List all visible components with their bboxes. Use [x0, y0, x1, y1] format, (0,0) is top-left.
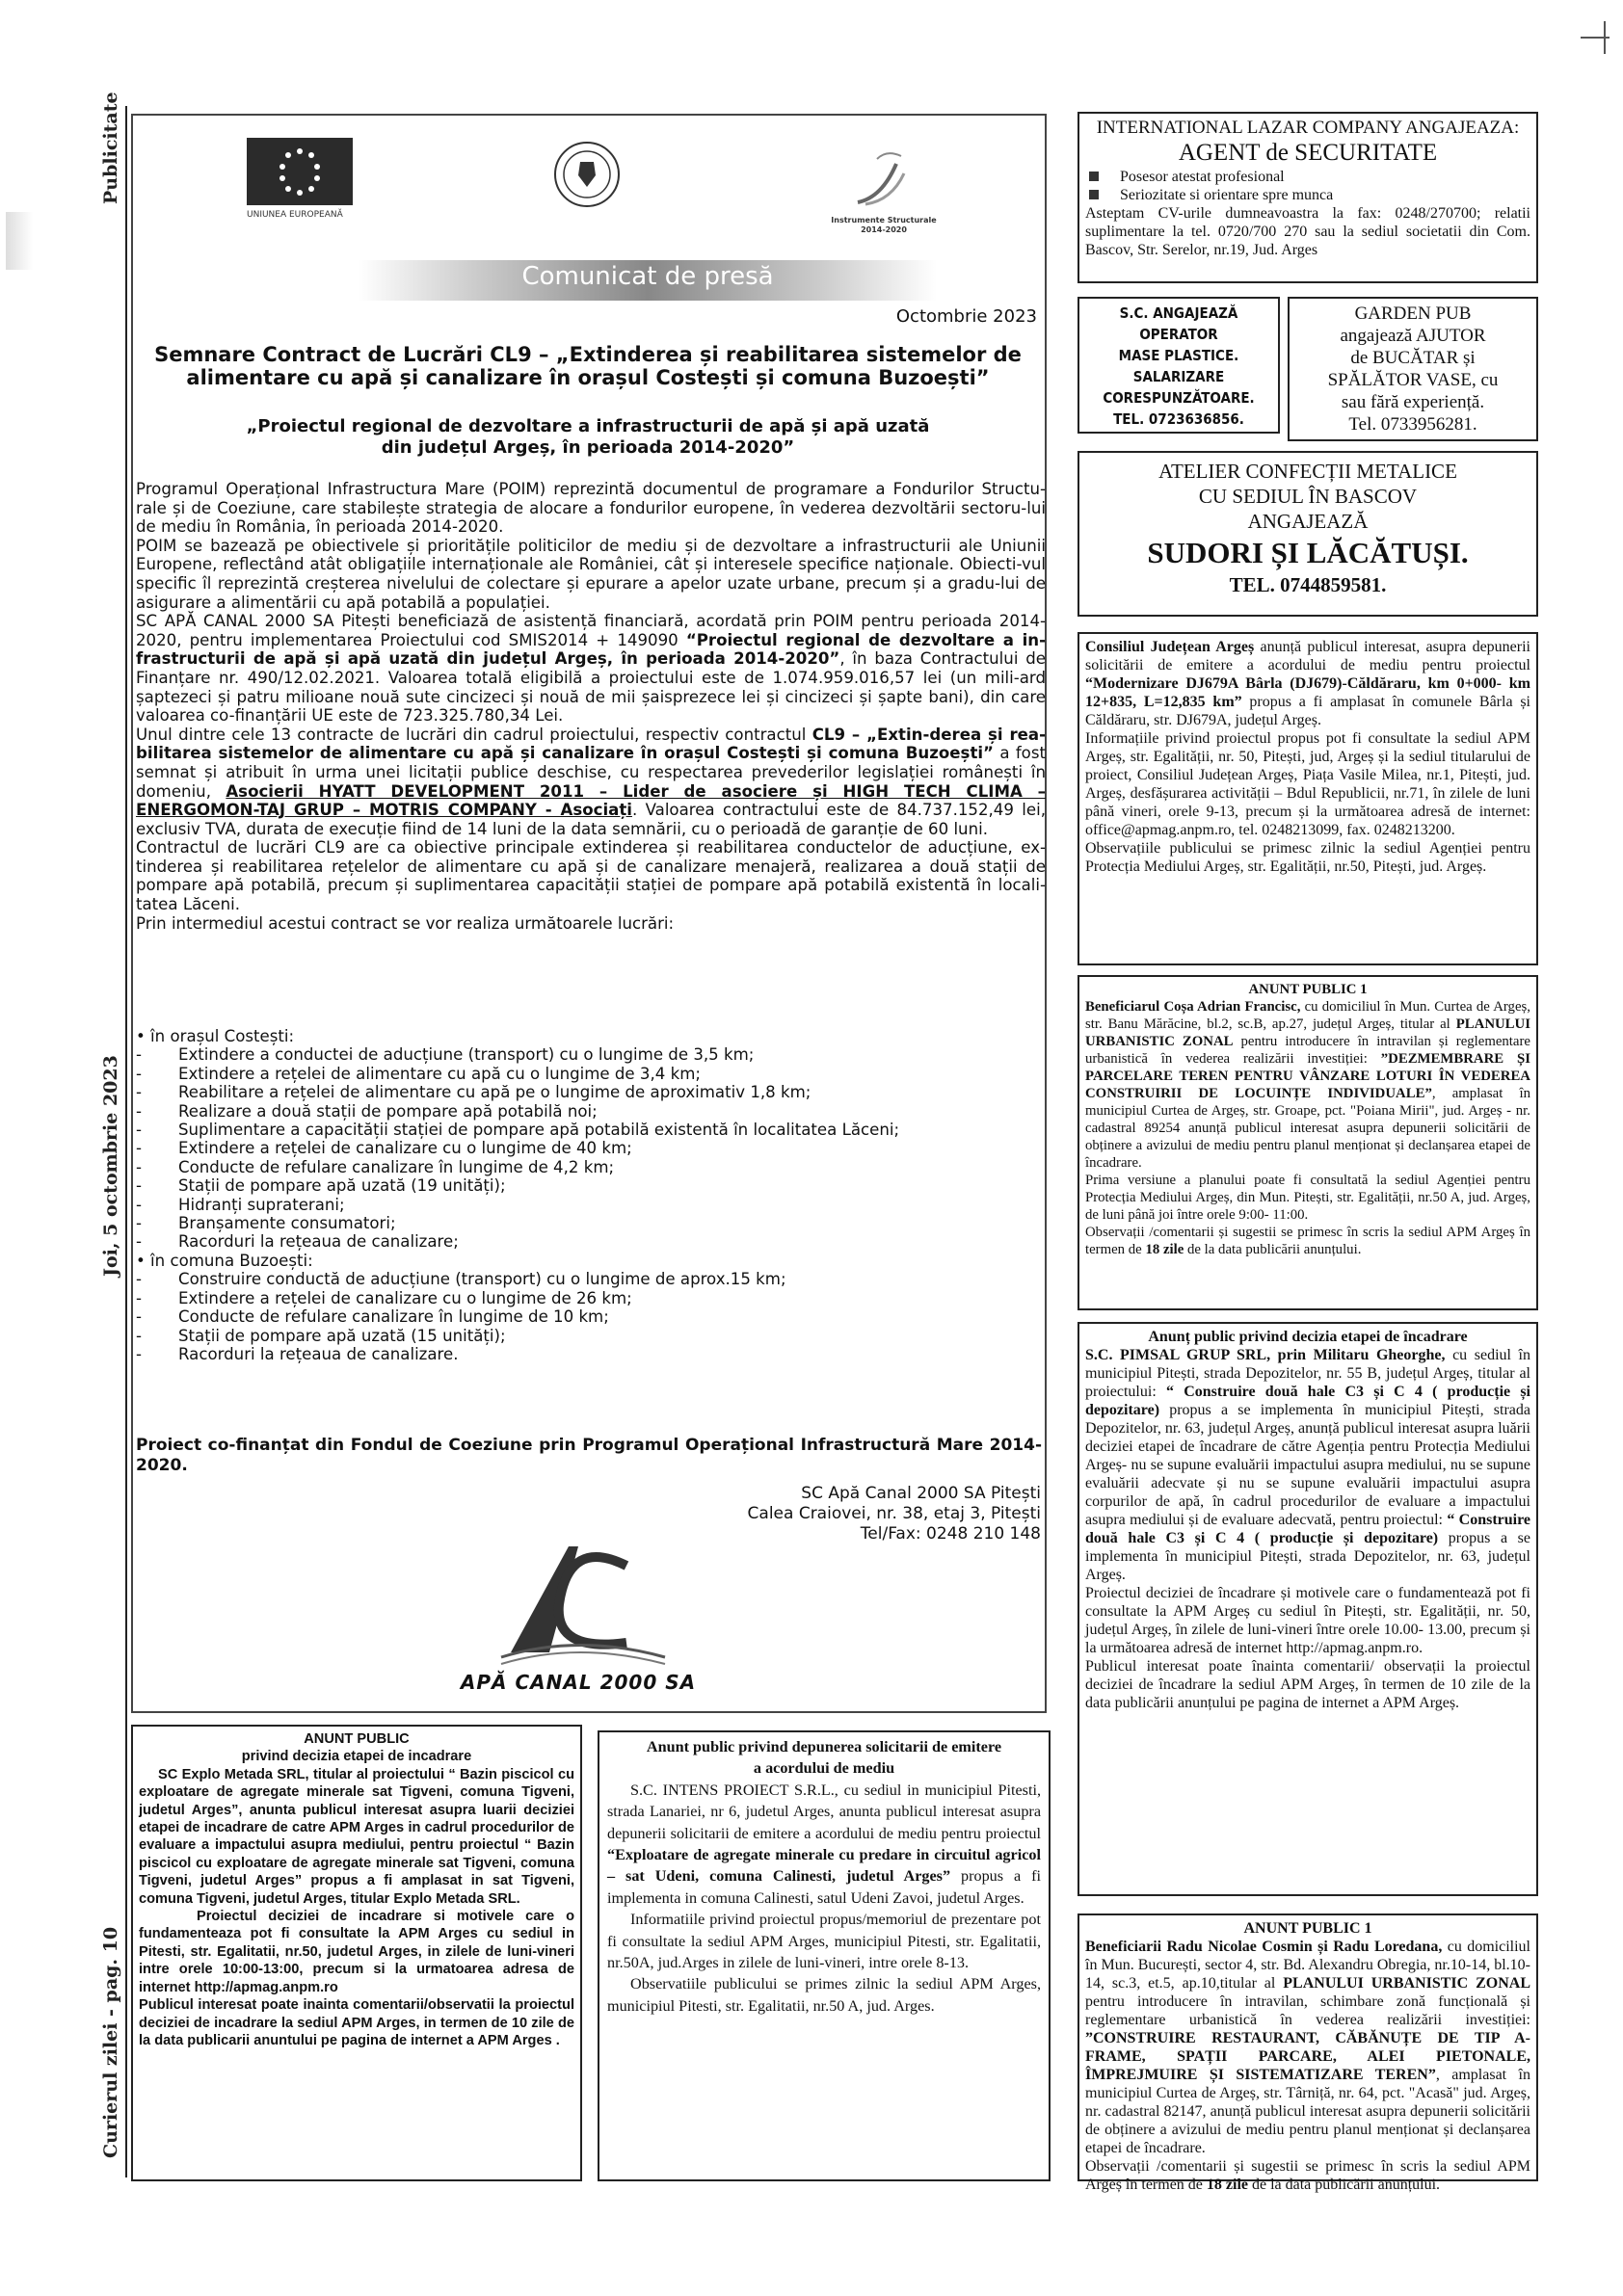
works-list-item: - Racorduri la rețeaua de canalizare;	[136, 1232, 459, 1252]
eu-flag-icon	[247, 138, 353, 205]
ad-operator: S.C. ANGAJEAZĂ OPERATOR MASE PLASTICE. SALARIZARE CORESPUNZĂTOARE. TEL. 0723636856.	[1078, 297, 1280, 434]
works-list-item: - Reabilitare a rețelei de alimentare cu apă pe o lungime de aproximativ 1,8 km;	[136, 1083, 812, 1102]
works-list-item: - Conducte de refulare canalizare în lungime de 4,2 km;	[136, 1157, 615, 1176]
structural-instruments-icon	[848, 145, 916, 212]
ad-lazar-bullet: Posesor atestat profesional	[1085, 168, 1530, 186]
ad-radu: ANUNT PUBLIC 1 Beneficiarii Radu Nicolae Cosmin și Radu Loredana, cu domiciliul în Mun. București, sector 4, str. Bd. Alexandru Obregia, nr.10-14, bl.10-14, sc.3, et.5, ap.10,titular al PLANULUI URBANISTIC ZONAL pentru introducere în intravilan, schimbare zonă funcțională și reglementare urbanistică în vederea realizării investiției: ”CONSTRUIRE RESTAURANT, CĂBĂNUȚE DE TIP A-FRAME, SPAȚII PARCARE, ALEI PIETONALE, ÎMPREJMUIRE ȘI SISTEMATIZARE TEREN”, amplasat în municipiul Curtea de Argeș, str. Târniță, nr. 64, pct. "Acasă" jud. Argeș, nr. cadastral 82147, anunță publicul interesat asupra depunerii solicitării de obținere a avizului de mediu pentru planul menționat și declanșarea etapei de încadrare. Observații /comentarii și sugestii se primesc în scris la sediul APM Argeș în termen de 18 zile de la data publicării anunțului.	[1078, 1913, 1538, 2181]
margin-section-label: Publicitate	[100, 92, 121, 204]
press-para-5: Contractul de lucrări CL9 are ca obiective principale extinderea și reabilitarea conductelor de aducțiune, ex-tinderea și reabilitarea rețelelor de alimentare cu apă și de canalizare menajeră, realizarea a două stații de pompare apă potabilă, precum și suplimentarea capacității stației de pompare apă potabilă existentă în locali-tatea Lăceni.	[136, 838, 1046, 914]
apa-canal-logo-icon	[482, 1537, 675, 1672]
ad-cosa: ANUNT PUBLIC 1 Beneficiarul Coșa Adrian Francisc, cu domiciliul în Mun. Curtea de Argeș, str. Banu Mărăcine, bl.2, sc.B, ap.27, județul Argeș, titular al PLANULUI URBANISTIC ZONAL pentru introducere în intravilan și reglementare urbanistică în vederea realizării investiției: ”DEZMEMBRARE ȘI PARCELARE TEREN PENTRU VÂNZARE LOTURI ÎN VEDEREA CONSTRUIRII DE LOCUINȚE INDIVIDUALE”, amplasat în municipiul Curtea de Argeș, str. Groape, pct. "Poiana Mirii", jud. Argeș - nr. cadastral 89254 anunță publicul interesat asupra depunerii solicitării de obținere a avizului de mediu pentru planul menționat și declanșarea etapei de încadrare. Prima versiune a planului poate fi consultată la sediul Agenției pentru Protecția Mediului Argeș, din Mun. Pitești, str. Egalității, nr.50 A, jud. Argeș, de luni până joi între orele 9:00- 11:00. Observații /comentarii și sugestii se primesc în scris la sediul APM Argeș în termen de 18 zile de la data publicării anunțului.	[1078, 975, 1538, 1310]
press-date: Octombrie 2023	[895, 306, 1037, 327]
margin-paper-label: Curierul zilei - pag. 10	[100, 1926, 121, 2158]
works-list	[136, 1027, 1046, 1363]
works-list-item: - Stații de pompare apă uzată (15 unități);	[136, 1326, 506, 1345]
press-para-6: Prin intermediul acestui contract se vor realiza următoarele lucrări:	[136, 913, 675, 933]
ad-consiliu-judetean: Consiliul Județean Argeș anunță publicul interesat, asupra depunerii solicitării de emitere a acordului de mediu pentru proiectul “Modernizare DJ679A Bârla (DJ679)-Căldăraru, km 0+000- km 12+835, L=12,835 km” propus a fi amplasat în comunele Bârla și Căldăraru, str. DJ679A, județul Argeș. Informațiile privind proiectul propus pot fi consultate la sediul APM Argeș, str. Egalității, nr. 50, Pitești, jud, Argeș și la sediul titularului de proiect, Consiliul Județean Argeș, Piața Vasile Milea, nr.1, Pitești, jud. Argeș, desfășurarea activității – Bdul Republicii, nr.71, în zilele de luni până vineri, orele 9-13, precum și la următoarea adresă de internet: office@apmag.anpm.ro, tel. 0248213099, fax. 0248213200. Observațiile publicului se primesc zilnic la sediul Agenției pentru Protecția Mediului Argeș, str. Egalității, nr.50, Pitești, jud. Argeș.	[1078, 632, 1538, 965]
press-para-3: SC APĂ CANAL 2000 SA Pitești beneficiază de asistență financiară, acordată prin POIM pentru perioada 2014-2020, pentru implementarea Proiectului cod SMIS2014 + 149090 “Proiectul regional de dezvoltare a in-frastructurii de apă și apă uzată din județul Argeș, în perioada 2014-2020”, în baza Contractului de Finanțare nr. 490/12.02.2021. Valoarea totală eligibilă a proiectului este de 1.074.959.016,57 lei (un mili-ard șaptezeci și patru milioane nouă sute cincizeci și nouă de mii șaisprezece lei și cincizeci și șapte bani), din care valoarea co-finanțării UE este de 723.325.780,34 Lei.	[136, 612, 1046, 726]
margin-rule	[125, 106, 127, 2177]
eu-caption: UNIUNEA EUROPEANĂ	[247, 210, 343, 220]
costesti-label: • în orașul Costești:	[136, 1027, 295, 1045]
buzoesti-label: • în comuna Buzoești:	[136, 1251, 313, 1270]
ad-garden-pub: GARDEN PUB angajează AJUTOR de BUCĂTAR și SPĂLĂTOR VASE, cu sau fără experiență. Tel. 0733956281.	[1288, 297, 1538, 441]
works-list-item: - Extindere a conductei de aducțiune (transport) cu o lungime de 3,5 km;	[136, 1045, 755, 1065]
works-list-item: - Extindere a rețelei de alimentare cu apă cu o lungime de 3,4 km;	[136, 1064, 701, 1083]
cofinance-note: Proiect co-finanțat din Fondul de Coeziune prin Programul Operațional Infrastructură Mare 2014-2020.	[136, 1436, 1042, 1475]
works-list-item: - Branșamente consumatori;	[136, 1214, 396, 1233]
instr-caption: Instrumente Structurale 2014-2020	[831, 216, 937, 234]
works-list-item: - Racorduri la rețeaua de canalizare.	[136, 1344, 459, 1363]
ad-explo-metada: ANUNT PUBLIC privind decizia etapei de incadrare SC Explo Metada SRL, titular al proiectului “ Bazin piscicol cu exploatare de agregate minerale sat Tigveni, comuna Tigveni, judetul Arges”, anunta publicul interesat asupra luarii deciziei etapei de incadrare de catre APM Arges in cadrul procedurilor de evaluare a impactului asupra mediului, pentru proiectul “ Bazin piscicol cu exploatare de agregate minerale sat Tigveni, comuna Tigveni, judetul Arges” propus a fi amplasat in sat Tigveni, comuna Tigveni, judetul Arges, titular Explo Metada SRL. Proiectul deciziei de incadrare si motivele care o fundamenteaza pot fi consultate la APM Arges cu sediul in Pitesti, str. Egalitatii, nr.50, judetul Arges, in zilele de luni-vineri intre orele 10:00-13:00, precum si la urmatoarea adresa de internet http://apmag.anpm.ro Publicul interesat poate inainta comentarii/observatii la proiectul deciziei de incadrare la sediul APM Arges, in termen de 10 zile de la data publicarii anuntului pe pagina de internet a APM Arges .	[131, 1725, 582, 2181]
margin-date-label: Joi, 5 octombrie 2023	[100, 1055, 121, 1277]
gov-seal-icon	[553, 141, 621, 208]
works-list-item: - Construire conductă de aducțiune (transport) cu o lungime de aprox.15 km;	[136, 1270, 786, 1289]
ad-lazar-bullet: Seriozitate si orientare spre munca	[1085, 186, 1530, 204]
works-list-item: - Extindere a rețelei de canalizare cu o lungime de 26 km;	[136, 1288, 632, 1307]
press-para-1: Programul Operațional Infrastructura Mare (POIM) reprezintă documentul de programare a Fondurilor Structu-rale și de Coeziune, care stabilește strategia de alocare a fondurilor europene, în vederea dezvoltării sectoru-lui de mediu în România, în perioada 2014-2020.	[136, 480, 1046, 537]
press-signature: SC Apă Canal 2000 SA Pitești Calea Craiovei, nr. 38, etaj 3, Pitești Tel/Fax: 0248 210 148	[747, 1484, 1041, 1544]
works-list-item: - Realizare a două stații de pompare apă potabilă noi;	[136, 1101, 598, 1121]
crop-mark	[1581, 37, 1610, 39]
works-list-item: - Hidranți supraterani;	[136, 1195, 345, 1214]
ad-atelier: ATELIER CONFECȚII METALICE CU SEDIUL ÎN BASCOV ANGAJEAZĂ SUDORI ȘI LĂCĂTUȘI. TEL. 0744859581.	[1078, 451, 1538, 617]
ad-lazar: INTERNATIONAL LAZAR COMPANY ANGAJEAZA: AGENT de SECURITATE Posesor atestat profesional Seriozitate si orientare spre munca Asteptam CV-urile dumneavoastra la fax: 0248/270700; relatii suplimentare la tel. 0720/700 270 sau la sediul societatii din Com. Bascov, Str. Serelor, nr.19, Jud. Arges	[1078, 112, 1538, 283]
scan-smudge	[6, 212, 33, 270]
works-list-item: - Conducte de refulare canalizare în lungime de 10 km;	[136, 1307, 609, 1327]
apa-canal-logo-caption: APĂ CANAL 2000 SA	[460, 1671, 697, 1694]
ad-intens-proiect: Anunt public privind depunerea solicitarii de emitere a acordului de mediu S.C. INTENS PROIECT S.R.L., cu sediul in municipiul Pitesti, strada Lanariei, nr 6, judetul Arges, anunta publicul interesat asupra depunerii solicitarii de emitere a acordului de mediu pentru proiectul “Exploatare de agregate minerale cu predare in circuitul agricol – sat Udeni, comuna Calinesti, judetul Arges” propus a fi implementa in comuna Calinesti, satul Udeni Zavoi, judetul Arges. Informatiile privind proiectul propus/memoriul de prezentare pot fi consultate la sediul APM Arges, municipiul Pitesti, str. Egalitatii, nr.50A, jud.Arges in zilele de luni-vineri, intre orele 8-13. Observatiile publicului se primes zilnic la sediul APM Arges, municipiul Pitesti, str. Egalitatii, nr.50 A, jud. Arges.	[598, 1730, 1051, 2181]
press-banner: Comunicat de presă	[521, 262, 774, 291]
press-para-4: Unul dintre cele 13 contracte de lucrări din cadrul proiectului, respectiv contractul CL9 – „Extin-derea și rea-bilitarea sistemelor de alimentare cu apă și canalizare în orașul Costești și comuna Buzoești” a fost semnat și atribuit în urma unei licitații publice deschise, cu respectarea prevederilor legislației românești în domeniu, Asocierii HYATT DEVELOPMENT 2011 – Lider de asociere și HIGH TECH CLIMA – ENERGOMON-TAJ GRUP – MOTRIS COMPANY - Asociați. Valoarea contractului este de 84.737.152,49 lei, exclusiv TVA, durata de execuție fiind de 14 luni de la data semnării, cu o perioadă de garanție de 60 luni.	[136, 725, 1047, 838]
works-list-item: - Suplimentare a capacității stației de pompare apă potabilă existentă în localitatea Lăceni;	[136, 1121, 900, 1140]
press-para-2: POIM se bazează pe obiectivele și prioritățile politicilor de mediu și de dezvoltare a infrastructurii ale Uniunii Europene, reflectând atât obligațiile internaționale ale României, cât și interesele specifice naționale. Obiecti-vul specific îl reprezintă creșterea nivelului de colectare și epurare a apelor uzate urbane, precum și a gradu-lui de asigurare a alimentării cu apă potabilă a populației.	[136, 536, 1046, 612]
works-list-item: - Stații de pompare apă uzată (19 unități);	[136, 1176, 506, 1196]
ad-pimsal: Anunț public privind decizia etapei de încadrare S.C. PIMSAL GRUP SRL, prin Militaru Gheorghe, cu sediul în municipiul Pitești, strada Depozitelor, nr. 55 B, județul Argeș, titular al proiectului: “ Construire două hale C3 și C 4 ( producție și depozitare) propus a se implementa în municipiul Pitești, strada Depozitelor, nr. 63, județul Argeș, anunță publicul interesat asupra luării deciziei etapei de încadrare de către Agenția pentru Protecția Mediului Argeș- nu se supune evaluării impactului asupra mediului, nu se supune evaluării adecvate și nu se supune evaluării impactului asupra corpurilor de apă, în cadrul procedurilor de evaluare a impactului asupra mediului și de evaluare adecvată, pentru proiectul: “ Construire două hale C3 și C 4 ( producție și depozitare) propus a se implementa în municipiul Pitești, strada Depozitelor, nr. 63, județul Argeș. Proiectul deciziei de încadrare și motivele care o fundamentează pot fi consultate la APM Argeș cu sediul în Pitești, str. Egalității, nr. 50, județul Argeș, în zilele de luni-vineri între orele 10.00- 13.00, precum și la următoarea adresă de internet http://apmag.anpm.ro. Publicul interesat poate înainta comentarii/ observații la proiectul deciziei de încadrare la sediul APM Argeș, în termen de 10 zile de la data publicării anunțului pe pagina de internet a APM Argeș.	[1078, 1322, 1538, 1896]
press-subtitle: „Proiectul regional de dezvoltare a infrastructurii de apă și apă uzată din județul Argeș, în perioada 2014-2020”	[246, 416, 930, 458]
press-body	[136, 480, 1046, 933]
press-title: Semnare Contract de Lucrări CL9 – „Extinderea și reabilitarea sistemelor de alimentare cu apă și canalizare în orașul Costești și comuna Buzoești”	[154, 343, 1022, 389]
works-list-item: - Extindere a rețelei de canalizare cu o lungime de 40 km;	[136, 1139, 632, 1158]
